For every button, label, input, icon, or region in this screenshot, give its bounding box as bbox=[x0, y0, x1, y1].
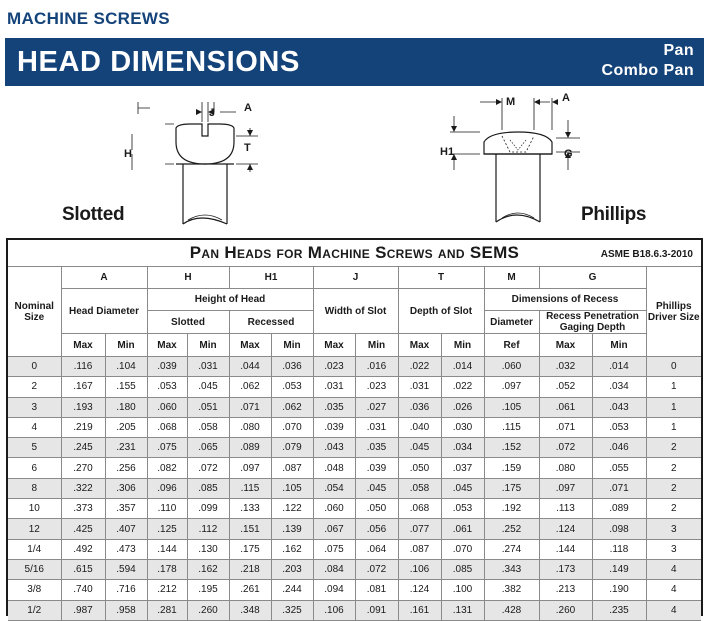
table-cell: .252 bbox=[484, 519, 539, 539]
header-height-of-head: Height of Head bbox=[147, 289, 313, 311]
table-cell: .052 bbox=[539, 377, 592, 397]
table-cell: .149 bbox=[592, 559, 646, 579]
label-a: A bbox=[244, 102, 252, 114]
dimensions-table bbox=[6, 238, 703, 616]
table-cell: .125 bbox=[147, 519, 187, 539]
table-cell: .407 bbox=[105, 519, 147, 539]
table-cell: .122 bbox=[271, 499, 313, 519]
table-cell: .987 bbox=[61, 600, 105, 620]
slotted-label: Slotted bbox=[62, 204, 125, 225]
table-cell: .162 bbox=[271, 539, 313, 559]
head-type-combo-pan: Combo Pan bbox=[601, 62, 694, 79]
header-max: Max bbox=[61, 334, 105, 357]
table-cell: .032 bbox=[539, 357, 592, 377]
header-max: Max bbox=[539, 334, 592, 357]
table-cell: .274 bbox=[484, 539, 539, 559]
label-t: T bbox=[244, 142, 251, 154]
header-h: H bbox=[147, 267, 229, 289]
table-cell: .260 bbox=[187, 600, 229, 620]
nominal-size-cell: 3/8 bbox=[8, 580, 61, 600]
table-cell: .167 bbox=[61, 377, 105, 397]
table-cell: 2 bbox=[646, 438, 701, 458]
table-cell: .071 bbox=[539, 417, 592, 437]
title-banner bbox=[5, 38, 704, 86]
header-recessed: Recessed bbox=[229, 311, 313, 334]
table-cell: .144 bbox=[147, 539, 187, 559]
table-cell: .235 bbox=[592, 600, 646, 620]
table-cell: .124 bbox=[398, 580, 441, 600]
header-recess-penetration: Recess Penetration Gaging Depth bbox=[539, 311, 646, 334]
table-cell: .425 bbox=[61, 519, 105, 539]
table-cell: .130 bbox=[187, 539, 229, 559]
header-max: Max bbox=[147, 334, 187, 357]
table-cell: .075 bbox=[147, 438, 187, 458]
nominal-size-cell: 2 bbox=[8, 377, 61, 397]
nominal-size-cell: 3 bbox=[8, 397, 61, 417]
table-cell: .071 bbox=[592, 478, 646, 498]
head-type-labels bbox=[602, 41, 695, 81]
table-title-cell bbox=[8, 240, 701, 267]
table-cell: .428 bbox=[484, 600, 539, 620]
section-label: MACHINE SCREWS bbox=[7, 9, 170, 28]
phillips-diagram bbox=[440, 90, 590, 230]
table-cell: .190 bbox=[592, 580, 646, 600]
table-cell: .030 bbox=[441, 417, 484, 437]
header-h1: H1 bbox=[229, 267, 313, 289]
nominal-size-cell: 4 bbox=[8, 417, 61, 437]
table-cell: .043 bbox=[592, 397, 646, 417]
table-cell: 4 bbox=[646, 600, 701, 620]
table-cell: 1 bbox=[646, 417, 701, 437]
table-row bbox=[8, 478, 701, 498]
table-cell: .218 bbox=[229, 559, 271, 579]
table-cell: .067 bbox=[313, 519, 355, 539]
table-cell: .031 bbox=[313, 377, 355, 397]
table-cell: .039 bbox=[313, 417, 355, 437]
table-cell: .256 bbox=[105, 458, 147, 478]
table-cell: .131 bbox=[441, 600, 484, 620]
table-cell: .054 bbox=[313, 478, 355, 498]
label-g: G bbox=[564, 148, 573, 160]
table-row bbox=[8, 519, 701, 539]
header-g: G bbox=[539, 267, 646, 289]
table-cell: .022 bbox=[398, 357, 441, 377]
table-row bbox=[8, 417, 701, 437]
table-cell: .046 bbox=[592, 438, 646, 458]
table-cell: 3 bbox=[646, 539, 701, 559]
table-cell: .139 bbox=[271, 519, 313, 539]
table-cell: .615 bbox=[61, 559, 105, 579]
table-cell: .060 bbox=[313, 499, 355, 519]
table-cell: .113 bbox=[539, 499, 592, 519]
header-max: Max bbox=[398, 334, 441, 357]
table-cell: .261 bbox=[229, 580, 271, 600]
table-cell: .087 bbox=[271, 458, 313, 478]
table-cell: .175 bbox=[229, 539, 271, 559]
table-cell: .097 bbox=[229, 458, 271, 478]
table-row bbox=[8, 600, 701, 620]
table-cell: .087 bbox=[398, 539, 441, 559]
table-cell: .100 bbox=[441, 580, 484, 600]
table-cell: .089 bbox=[229, 438, 271, 458]
table-cell: .070 bbox=[271, 417, 313, 437]
table-cell: .159 bbox=[484, 458, 539, 478]
table-cell: .027 bbox=[355, 397, 398, 417]
table-cell: .053 bbox=[271, 377, 313, 397]
table-cell: .064 bbox=[355, 539, 398, 559]
label-j: J bbox=[209, 107, 216, 119]
table-cell: .072 bbox=[355, 559, 398, 579]
table-cell: .716 bbox=[105, 580, 147, 600]
table-cell: .053 bbox=[592, 417, 646, 437]
table-cell: .133 bbox=[229, 499, 271, 519]
table-cell: .382 bbox=[484, 580, 539, 600]
table-cell: 0 bbox=[646, 357, 701, 377]
header-min: Min bbox=[271, 334, 313, 357]
table-cell: .594 bbox=[105, 559, 147, 579]
table-cell: .175 bbox=[484, 478, 539, 498]
table-cell: .050 bbox=[398, 458, 441, 478]
table-cell: .068 bbox=[147, 417, 187, 437]
table-cell: .045 bbox=[441, 478, 484, 498]
table-cell: .105 bbox=[484, 397, 539, 417]
table-cell: .039 bbox=[355, 458, 398, 478]
header-min: Min bbox=[355, 334, 398, 357]
table-cell: .357 bbox=[105, 499, 147, 519]
header-j: J bbox=[313, 267, 398, 289]
table-cell: .115 bbox=[229, 478, 271, 498]
table-cell: .089 bbox=[592, 499, 646, 519]
table-cell: .026 bbox=[441, 397, 484, 417]
nominal-size-cell: 1/4 bbox=[8, 539, 61, 559]
table-cell: .112 bbox=[187, 519, 229, 539]
table-cell: .045 bbox=[398, 438, 441, 458]
table-cell: .231 bbox=[105, 438, 147, 458]
nominal-size-cell: 12 bbox=[8, 519, 61, 539]
table-cell: .079 bbox=[271, 438, 313, 458]
table-cell: .325 bbox=[271, 600, 313, 620]
phillips-screw-drawing bbox=[440, 90, 590, 230]
table-cell: .071 bbox=[229, 397, 271, 417]
header-t: T bbox=[398, 267, 484, 289]
table-cell: .098 bbox=[592, 519, 646, 539]
table-cell: .051 bbox=[187, 397, 229, 417]
table-cell: .343 bbox=[484, 559, 539, 579]
table-cell: .155 bbox=[105, 377, 147, 397]
label-h1: H1 bbox=[440, 146, 455, 158]
table-cell: .036 bbox=[271, 357, 313, 377]
table-row bbox=[8, 559, 701, 579]
table-row bbox=[8, 438, 701, 458]
table-cell: 1 bbox=[646, 377, 701, 397]
header-min: Min bbox=[441, 334, 484, 357]
table-cell: .060 bbox=[147, 397, 187, 417]
table-cell: .151 bbox=[229, 519, 271, 539]
table-cell: .115 bbox=[484, 417, 539, 437]
table-cell: .040 bbox=[398, 417, 441, 437]
table-cell: .048 bbox=[313, 458, 355, 478]
table-cell: 4 bbox=[646, 559, 701, 579]
label-m: M bbox=[506, 96, 516, 108]
table-cell: .097 bbox=[484, 377, 539, 397]
table-cell: .056 bbox=[355, 519, 398, 539]
table-cell: .096 bbox=[147, 478, 187, 498]
table-cell: .116 bbox=[61, 357, 105, 377]
table-cell: .118 bbox=[592, 539, 646, 559]
table-cell: .473 bbox=[105, 539, 147, 559]
table-title: Pan Heads for Machine Screws and SEMS bbox=[189, 243, 520, 262]
table-cell: .077 bbox=[398, 519, 441, 539]
table-cell: .260 bbox=[539, 600, 592, 620]
table-cell: .212 bbox=[147, 580, 187, 600]
table-cell: 4 bbox=[646, 580, 701, 600]
table-cell: 2 bbox=[646, 478, 701, 498]
nominal-size-cell: 10 bbox=[8, 499, 61, 519]
table-cell: .062 bbox=[271, 397, 313, 417]
table-cell: 3 bbox=[646, 519, 701, 539]
table-cell: .023 bbox=[355, 377, 398, 397]
table-row bbox=[8, 357, 701, 377]
table-body bbox=[8, 357, 701, 621]
table-cell: .023 bbox=[313, 357, 355, 377]
table-cell: .080 bbox=[539, 458, 592, 478]
slotted-diagram bbox=[110, 92, 280, 232]
table-cell: .306 bbox=[105, 478, 147, 498]
table-cell: .193 bbox=[61, 397, 105, 417]
table-cell: .099 bbox=[187, 499, 229, 519]
table-cell: .213 bbox=[539, 580, 592, 600]
nominal-size-cell: 5/16 bbox=[8, 559, 61, 579]
table-cell: .070 bbox=[441, 539, 484, 559]
table-cell: .270 bbox=[61, 458, 105, 478]
table-cell: .492 bbox=[61, 539, 105, 559]
head-type-pan: Pan bbox=[663, 42, 694, 59]
table-cell: .081 bbox=[355, 580, 398, 600]
table-cell: .097 bbox=[539, 478, 592, 498]
table-cell: .034 bbox=[441, 438, 484, 458]
header-phillips-driver-size: Phillips Driver Size bbox=[646, 267, 701, 357]
table-cell: .044 bbox=[229, 357, 271, 377]
table-cell: .203 bbox=[271, 559, 313, 579]
label-h: H bbox=[124, 148, 132, 160]
table-cell: .053 bbox=[441, 499, 484, 519]
nominal-size-cell: 5 bbox=[8, 438, 61, 458]
nominal-size-cell: 1/2 bbox=[8, 600, 61, 620]
table-cell: .055 bbox=[592, 458, 646, 478]
table-cell: .348 bbox=[229, 600, 271, 620]
table-cell: .068 bbox=[398, 499, 441, 519]
table-cell: .072 bbox=[187, 458, 229, 478]
table-cell: .060 bbox=[484, 357, 539, 377]
table-cell: .205 bbox=[105, 417, 147, 437]
table-cell: .104 bbox=[105, 357, 147, 377]
table-cell: .085 bbox=[441, 559, 484, 579]
table-cell: .162 bbox=[187, 559, 229, 579]
header-max: Max bbox=[313, 334, 355, 357]
table-cell: .281 bbox=[147, 600, 187, 620]
table-cell: .740 bbox=[61, 580, 105, 600]
header-m: M bbox=[484, 267, 539, 289]
table-row bbox=[8, 580, 701, 600]
table-cell: .082 bbox=[147, 458, 187, 478]
table-cell: .085 bbox=[187, 478, 229, 498]
table-cell: .043 bbox=[313, 438, 355, 458]
header-ref: Ref bbox=[484, 334, 539, 357]
table-cell: .036 bbox=[398, 397, 441, 417]
table-cell: .178 bbox=[147, 559, 187, 579]
table-cell: .152 bbox=[484, 438, 539, 458]
table-cell: .106 bbox=[398, 559, 441, 579]
table-cell: .084 bbox=[313, 559, 355, 579]
table-cell: .245 bbox=[61, 438, 105, 458]
header-width-of-slot: Width of Slot bbox=[313, 289, 398, 334]
table-cell: .180 bbox=[105, 397, 147, 417]
table-cell: .034 bbox=[592, 377, 646, 397]
table-cell: .053 bbox=[147, 377, 187, 397]
table-row bbox=[8, 539, 701, 559]
header-diameter: Diameter bbox=[484, 311, 539, 334]
table-cell: .110 bbox=[147, 499, 187, 519]
table-cell: 1 bbox=[646, 397, 701, 417]
nominal-size-cell: 0 bbox=[8, 357, 61, 377]
table-cell: .161 bbox=[398, 600, 441, 620]
table-cell: .061 bbox=[539, 397, 592, 417]
header-slotted: Slotted bbox=[147, 311, 229, 334]
table-cell: .072 bbox=[539, 438, 592, 458]
nominal-size-cell: 6 bbox=[8, 458, 61, 478]
table-cell: .192 bbox=[484, 499, 539, 519]
table-cell: .031 bbox=[355, 417, 398, 437]
header-min: Min bbox=[187, 334, 229, 357]
table-cell: .045 bbox=[187, 377, 229, 397]
table-cell: .050 bbox=[355, 499, 398, 519]
table-cell: .031 bbox=[398, 377, 441, 397]
table-cell: .058 bbox=[398, 478, 441, 498]
table-cell: .144 bbox=[539, 539, 592, 559]
header-head-diameter: Head Diameter bbox=[61, 289, 147, 334]
table-cell: .016 bbox=[355, 357, 398, 377]
table-cell: .061 bbox=[441, 519, 484, 539]
table-cell: .031 bbox=[187, 357, 229, 377]
table-cell: .244 bbox=[271, 580, 313, 600]
table-cell: .037 bbox=[441, 458, 484, 478]
page-title: HEAD DIMENSIONS bbox=[17, 46, 300, 78]
table-cell: 2 bbox=[646, 499, 701, 519]
table-standard: ASME B18.6.3-2010 bbox=[600, 249, 693, 260]
table-cell: .124 bbox=[539, 519, 592, 539]
table-cell: .958 bbox=[105, 600, 147, 620]
table-cell: .022 bbox=[441, 377, 484, 397]
table-cell: .014 bbox=[441, 357, 484, 377]
table-cell: .373 bbox=[61, 499, 105, 519]
header-a: A bbox=[61, 267, 147, 289]
header-dimensions-of-recess: Dimensions of Recess bbox=[484, 289, 646, 311]
table-row bbox=[8, 458, 701, 478]
table-cell: .173 bbox=[539, 559, 592, 579]
header-min: Min bbox=[592, 334, 646, 357]
header-min: Min bbox=[105, 334, 147, 357]
table-cell: 2 bbox=[646, 458, 701, 478]
table-cell: .075 bbox=[313, 539, 355, 559]
table-cell: .106 bbox=[313, 600, 355, 620]
table-cell: .195 bbox=[187, 580, 229, 600]
table-cell: .014 bbox=[592, 357, 646, 377]
table-cell: .035 bbox=[355, 438, 398, 458]
table-cell: .219 bbox=[61, 417, 105, 437]
table-cell: .035 bbox=[313, 397, 355, 417]
table-cell: .091 bbox=[355, 600, 398, 620]
table-row bbox=[8, 397, 701, 417]
phillips-label: Phillips bbox=[581, 204, 647, 225]
table-cell: .065 bbox=[187, 438, 229, 458]
table-cell: .045 bbox=[355, 478, 398, 498]
label-a-phillips: A bbox=[562, 92, 570, 104]
table-row bbox=[8, 377, 701, 397]
header-nominal-size: Nominal Size bbox=[8, 267, 61, 357]
table-cell: .322 bbox=[61, 478, 105, 498]
header-depth-of-slot: Depth of Slot bbox=[398, 289, 484, 334]
table-row bbox=[8, 499, 701, 519]
slotted-screw-drawing bbox=[110, 92, 280, 232]
table-cell: .039 bbox=[147, 357, 187, 377]
nominal-size-cell: 8 bbox=[8, 478, 61, 498]
header-max: Max bbox=[229, 334, 271, 357]
table-cell: .094 bbox=[313, 580, 355, 600]
table-cell: .058 bbox=[187, 417, 229, 437]
table-cell: .080 bbox=[229, 417, 271, 437]
table-cell: .062 bbox=[229, 377, 271, 397]
table-cell: .105 bbox=[271, 478, 313, 498]
